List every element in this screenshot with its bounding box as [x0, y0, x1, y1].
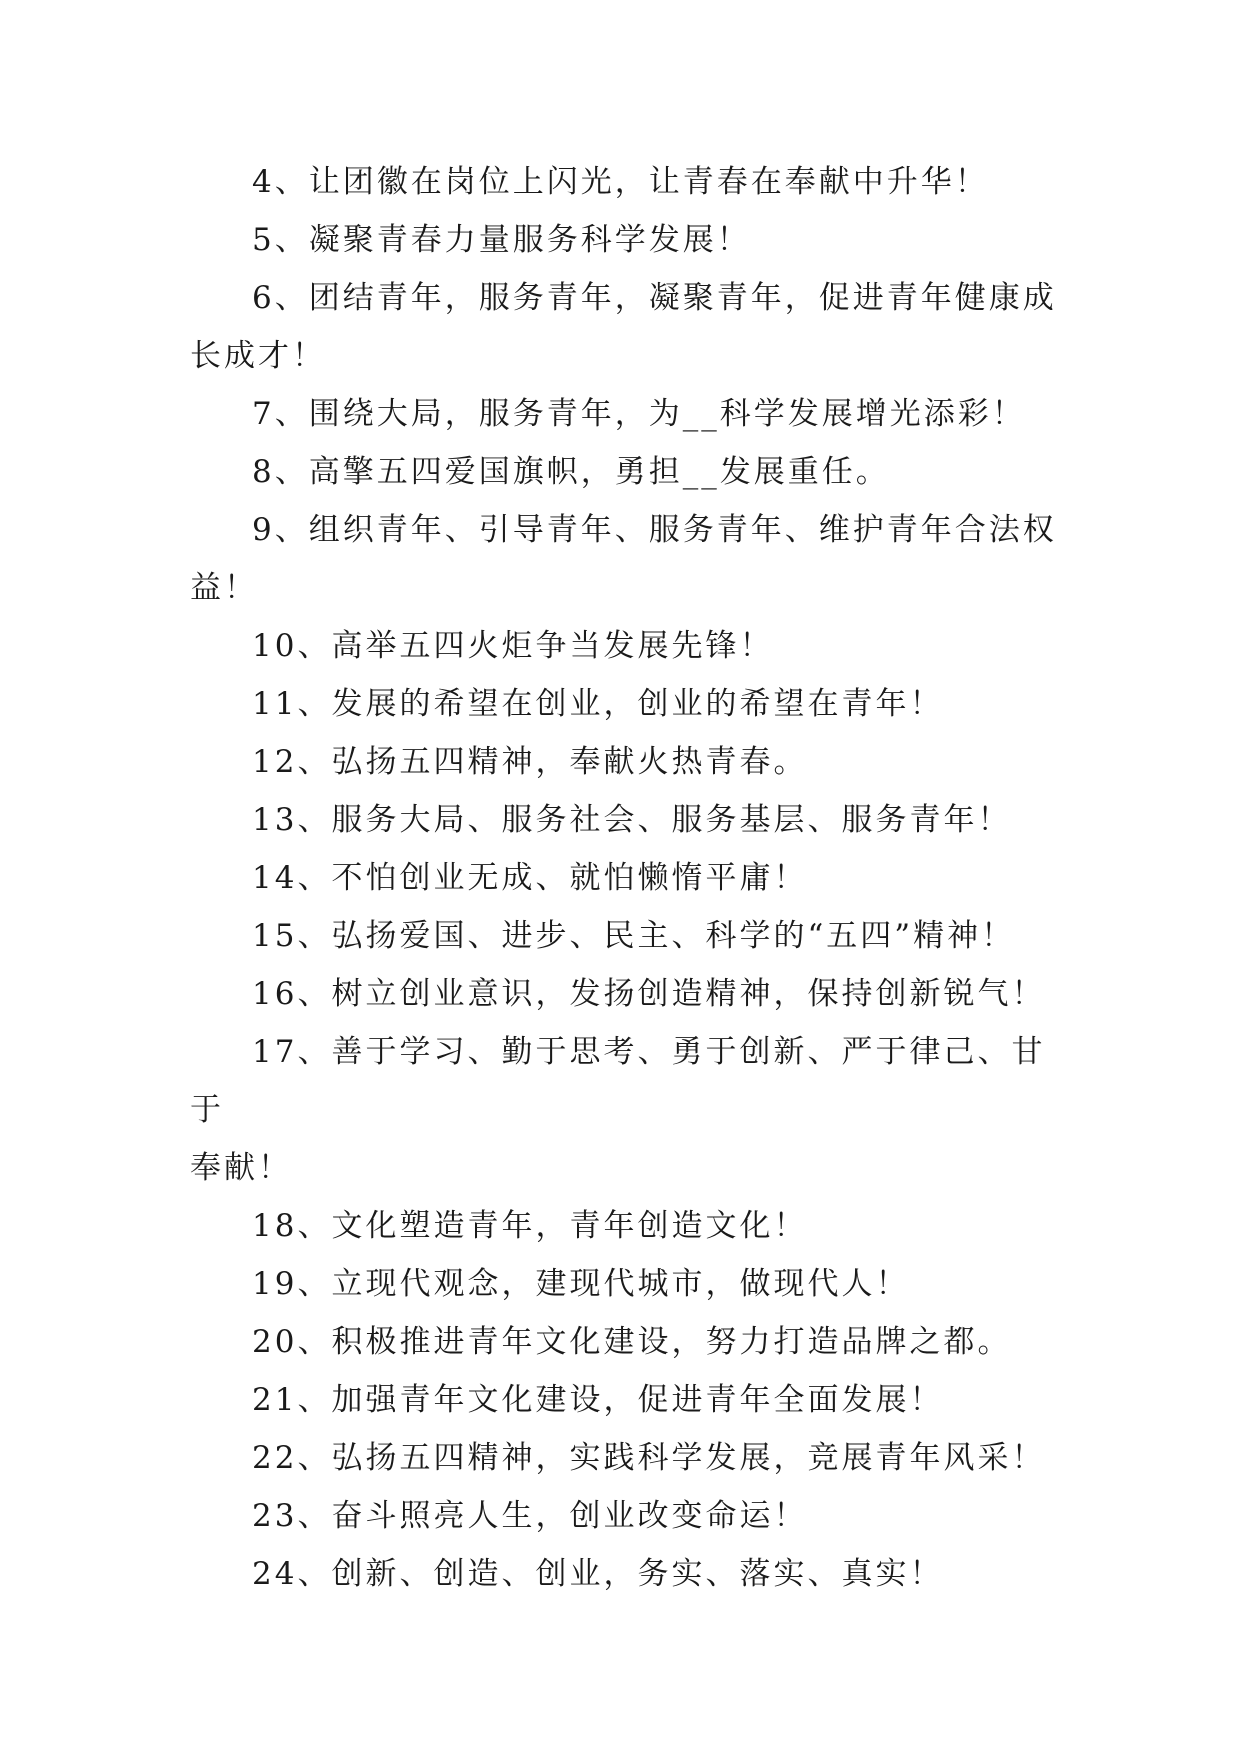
slogan-item: 17、善于学习、勤于思考、勇于创新、严于律己、甘于 奉献！ [190, 1034, 1046, 1186]
slogan-item: 24、创新、创造、创业，务实、落实、真实！ [252, 1556, 944, 1592]
slogan-item: 10、高举五四火炬争当发展先锋！ [252, 628, 774, 664]
slogan-item: 11、发展的希望在创业，创业的希望在青年！ [252, 686, 944, 722]
slogan-item: 8、高擎五四爱国旗帜，勇担__发展重任。 [252, 454, 890, 490]
slogan-item: 15、弘扬爱国、进步、民主、科学的“五四”精神！ [252, 918, 1016, 954]
slogan-item: 6、团结青年，服务青年，凝聚青年，促进青年健康成 长成才！ [190, 280, 1057, 374]
slogan-item: 20、积极推进青年文化建设，努力打造品牌之都。 [252, 1324, 1012, 1360]
slogan-item: 5、凝聚青春力量服务科学发展！ [252, 222, 751, 258]
slogan-item: 14、不怕创业无成、就怕懒惰平庸！ [252, 860, 808, 896]
slogan-item: 19、立现代观念，建现代城市，做现代人！ [252, 1266, 910, 1302]
slogan-item: 16、树立创业意识，发扬创造精神，保持创新锐气！ [252, 976, 1046, 1012]
slogan-list [190, 153, 1070, 1603]
slogan-item: 22、弘扬五四精神，实践科学发展，竞展青年风采！ [252, 1440, 1046, 1476]
slogan-item: 9、组织青年、引导青年、服务青年、维护青年合法权 益！ [190, 512, 1057, 606]
slogan-item: 23、奋斗照亮人生，创业改变命运！ [252, 1498, 808, 1534]
slogan-item: 7、围绕大局，服务青年，为__科学发展增光添彩！ [252, 396, 1026, 432]
slogan-item: 18、文化塑造青年，青年创造文化！ [252, 1208, 808, 1244]
slogan-item: 13、服务大局、服务社会、服务基层、服务青年！ [252, 802, 1012, 838]
slogan-item: 4、让团徽在岗位上闪光，让青春在奉献中升华！ [252, 164, 989, 200]
slogan-item: 12、弘扬五四精神，奉献火热青春。 [252, 744, 808, 780]
slogan-item: 21、加强青年文化建设，促进青年全面发展！ [252, 1382, 944, 1418]
